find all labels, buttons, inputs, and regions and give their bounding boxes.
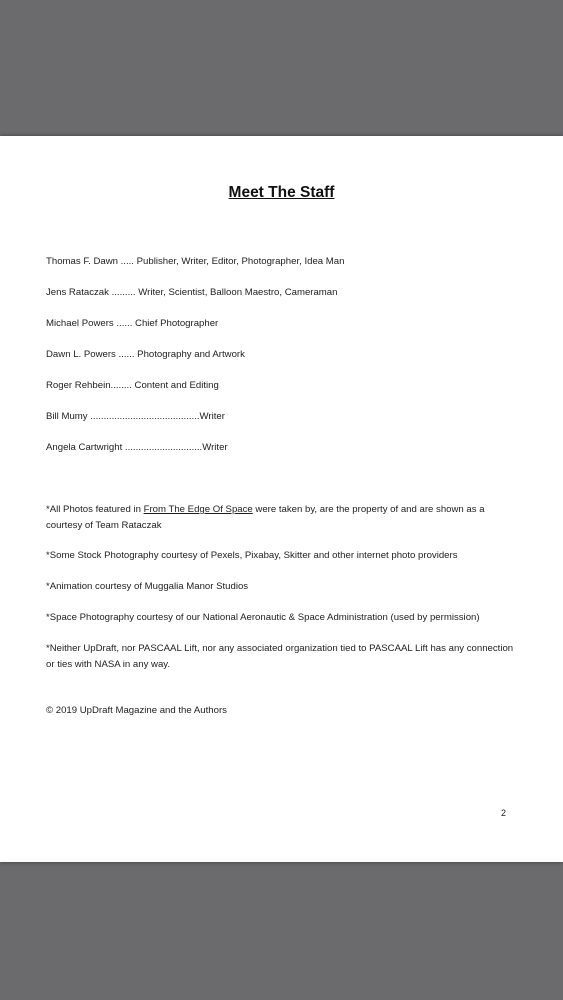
- page-number: 2: [501, 808, 507, 818]
- staff-line-bill-mumy: Bill Mumy .........................................Writer: [46, 411, 225, 422]
- staff-line-michael-powers: Michael Powers ...... Chief Photographer: [46, 318, 219, 329]
- note-photos-credit: [46, 502, 516, 533]
- copyright-notice: © 2019 UpDraft Magazine and the Authors: [46, 705, 227, 716]
- note-photos-suffix: were taken by, are the property of and are shown as a courtesy of Team Rataczak: [46, 504, 485, 531]
- note-nasa-disclaimer: *Neither UpDraft, nor PASCAAL Lift, nor any associated organization tied to PASCAAL Lift has any connection or ties with NASA in any way.: [46, 643, 514, 670]
- staff-line-thomas-dawn: Thomas F. Dawn ..... Publisher, Writer, Editor, Photographer, Idea Man: [46, 256, 345, 267]
- staff-line-dawn-powers: Dawn L. Powers ...... Photography and Artwork: [46, 349, 245, 360]
- page-title: Meet The Staff: [228, 184, 335, 201]
- staff-line-jens-rataczak: Jens Rataczak ......... Writer, Scientist, Balloon Maestro, Cameraman: [46, 287, 338, 298]
- note-animation: *Animation courtesy of Muggalia Manor Studios: [46, 581, 249, 592]
- publication-title: From The Edge Of Space: [143, 504, 253, 515]
- note-photos-prefix: *All Photos featured in: [46, 504, 144, 515]
- staff-line-roger-rehbein: Roger Rehbein........ Content and Editing: [46, 380, 219, 391]
- document-page: [0, 136, 563, 862]
- staff-line-angela-cartwright: Angela Cartwright .............................Writer: [46, 442, 228, 453]
- note-space-photography: *Space Photography courtesy of our National Aeronautic & Space Administration (used by permission): [46, 612, 480, 623]
- note-stock-photography: *Some Stock Photography courtesy of Pexels, Pixabay, Skitter and other internet photo providers: [46, 550, 458, 561]
